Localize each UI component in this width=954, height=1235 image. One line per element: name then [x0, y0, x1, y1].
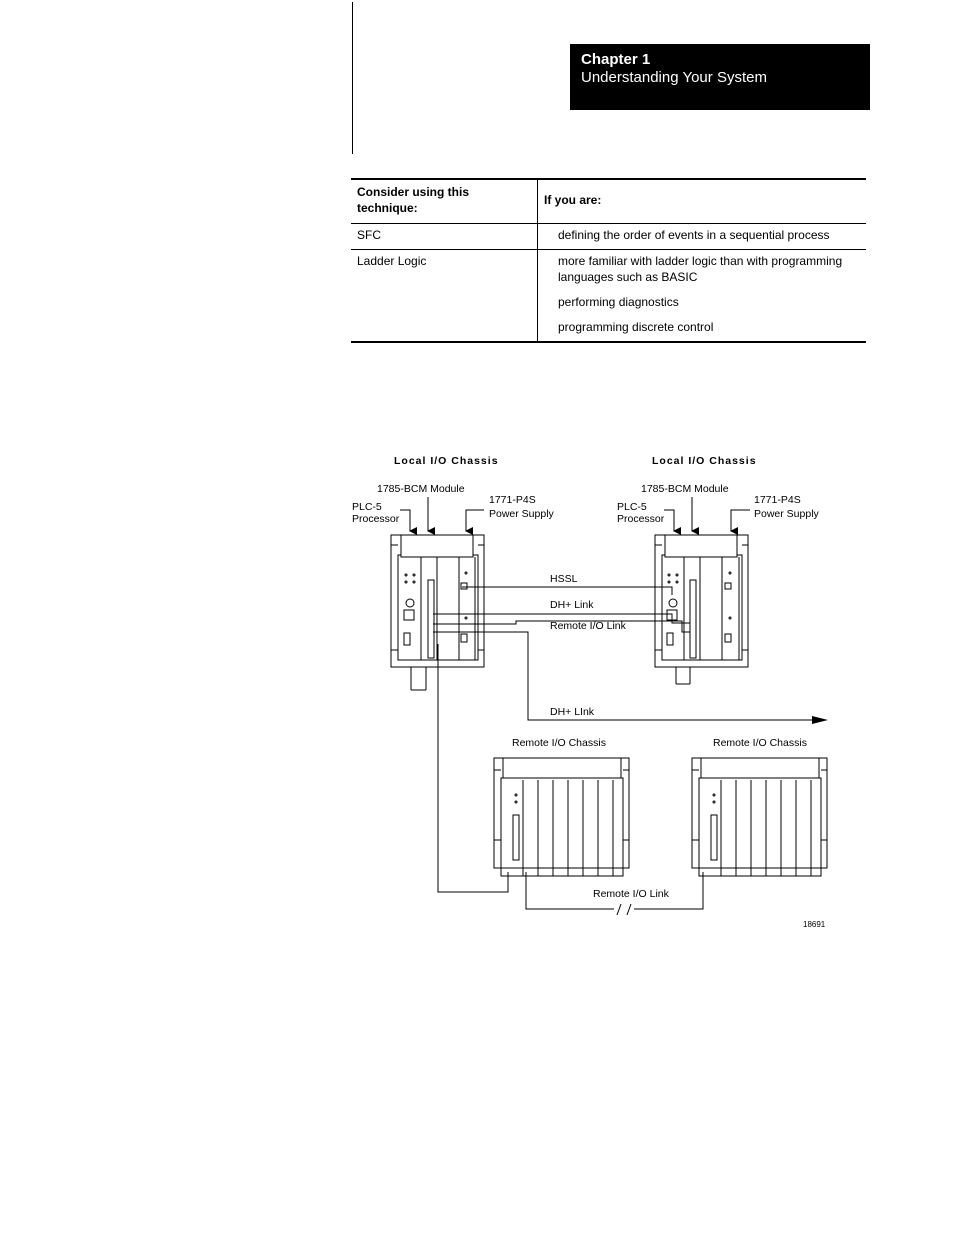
table-header-if-you-are: If you are:	[538, 179, 867, 224]
left-bcm-label: 1785-BCM Module	[377, 483, 465, 495]
break-marks	[614, 903, 634, 915]
right-plc-label-1: PLC-5	[617, 501, 647, 513]
table-header-technique: Consider using this technique:	[351, 179, 538, 224]
remote-io-link-bottom-label: Remote I/O Link	[593, 888, 669, 900]
dh-link-arrowhead	[812, 716, 828, 724]
left-plc-label-2: Processor	[352, 513, 400, 525]
left-ps-label-2: Power Supply	[489, 508, 554, 520]
use-item: more familiar with ladder logic than with programming languages such as BASIC	[558, 254, 843, 284]
technique-cell: SFC	[351, 224, 538, 250]
right-plc-label-2: Processor	[617, 513, 665, 525]
callout-arrows	[400, 497, 750, 531]
technique-cell: Ladder Logic	[351, 250, 538, 343]
chapter-title: Understanding Your System	[581, 69, 767, 86]
remote-chassis-2-label: Remote I/O Chassis	[713, 737, 807, 749]
left-chassis-title: Local I/O Chassis	[394, 455, 499, 467]
remote-chassis-1	[494, 758, 629, 876]
right-local-chassis	[655, 535, 748, 684]
remote-chassis-2	[692, 758, 827, 876]
remote-chassis-1-label: Remote I/O Chassis	[512, 737, 606, 749]
right-ps-label-1: 1771-P4S	[754, 494, 801, 506]
right-bcm-label: 1785-BCM Module	[641, 483, 729, 495]
remote-io-link-label: Remote I/O Link	[550, 620, 626, 632]
left-ps-label-1: 1771-P4S	[489, 494, 536, 506]
right-ps-label-2: Power Supply	[754, 508, 819, 520]
hssl-label: HSSL	[550, 573, 578, 585]
dh-link-out-label: DH+ LInk	[550, 706, 595, 718]
figure-number: 18691	[803, 920, 826, 929]
dh-link-label: DH+ Link	[550, 599, 594, 611]
use-item: performing diagnostics	[558, 295, 679, 309]
left-plc-label-1: PLC-5	[352, 501, 382, 513]
use-item: programming discrete control	[558, 320, 714, 334]
right-chassis-title: Local I/O Chassis	[652, 455, 757, 467]
chapter-number: Chapter 1	[581, 51, 651, 68]
use-item: defining the order of events in a sequential process	[558, 228, 830, 242]
